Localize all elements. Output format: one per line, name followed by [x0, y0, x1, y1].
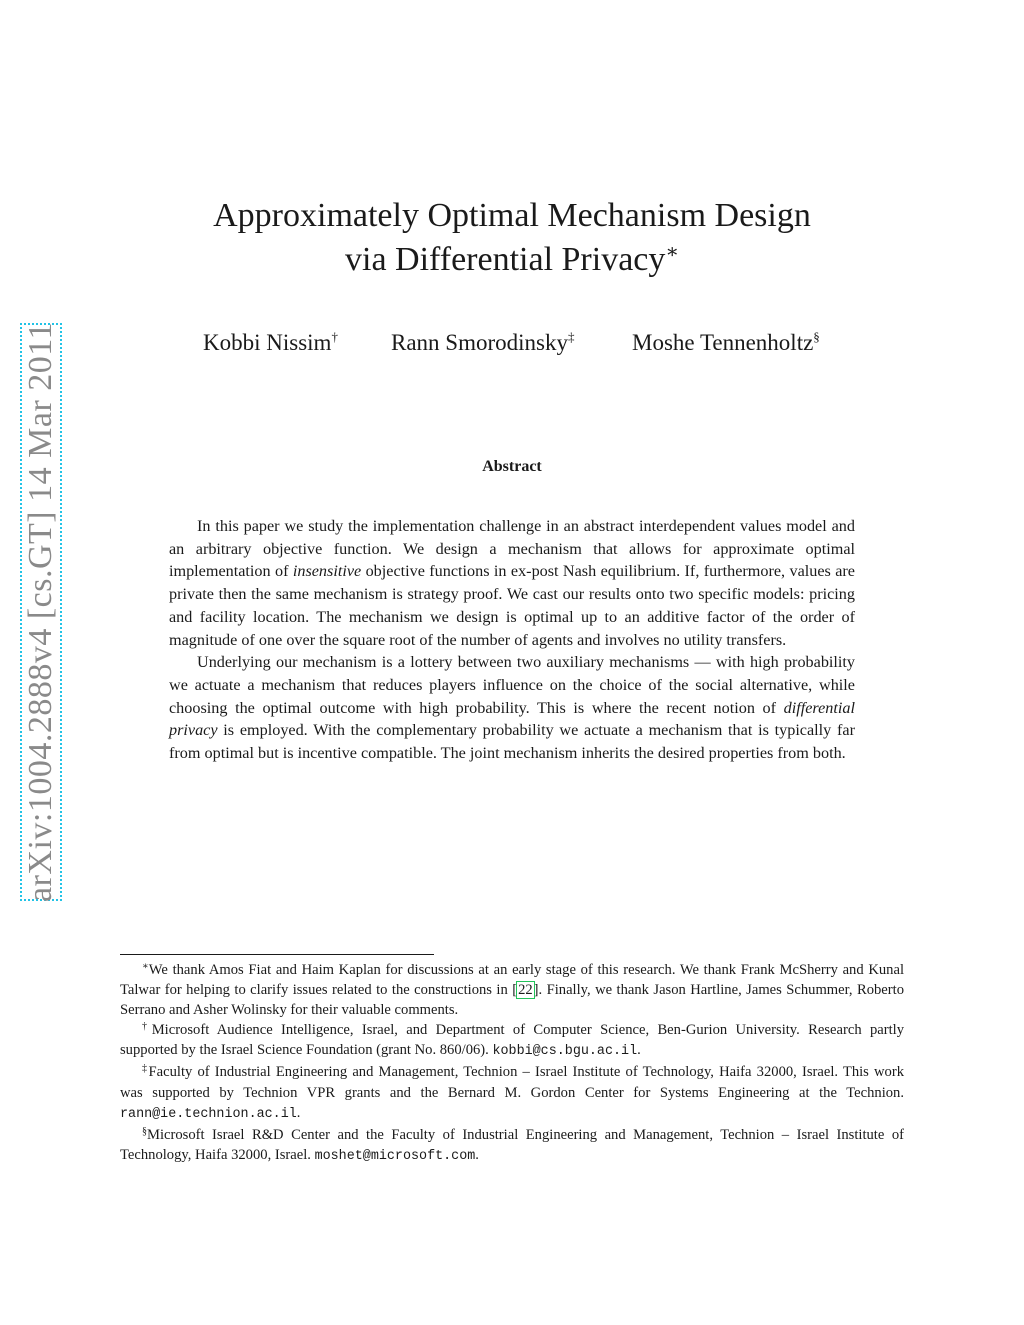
author-3	[632, 330, 820, 356]
title-footnote-mark[interactable]: ∗	[665, 241, 679, 263]
abstract-p2-text-a: Underlying our mechanism is a lottery between two auxiliary mechanisms — with high probability we actuate a mechanism that reduces players influence on the choice of the social alternative, while choosing the optimal outcome with high probability. This is where the recent notion of	[169, 653, 855, 717]
footnote-4: §Microsoft Israel R&D Center and the Faculty of Industrial Engineering and Management, Technion – Israel Institute of Technology, Haifa 32000, Israel. moshet@microsoft.com.	[120, 1125, 904, 1164]
author-3-footnote-mark[interactable]: §	[813, 329, 820, 344]
paper-title	[120, 194, 904, 282]
footnote-3-mark: ‡	[142, 1063, 149, 1075]
author-1-name: Kobbi Nissim	[203, 330, 332, 355]
author-1	[203, 330, 338, 356]
author-2	[391, 330, 574, 356]
footnote-3: ‡Faculty of Industrial Engineering and Management, Technion – Israel Institute of Technology, Haifa 32000, Israel. This work was supported by Technion VPR grants and the Bernard M. Gordon Center for Systems Engineering at the Technion. rann@ie.technion.ac.il.	[120, 1063, 905, 1122]
footnote-1-text-a: We thank Amos Fiat and Haim Kaplan for discussions at an early stage of this research. We thank Frank McSherry and Kunal Talwar for helping to clarify issues related to the constructions in [	[120, 962, 904, 999]
abstract-p2-text-b: is employed. With the complementary probability we actuate a mechanism that is typically far from optimal but is incentive compatible. The joint mechanism inherits the desired properties from both.	[169, 721, 855, 763]
footnote-1-text-b: ]. Finally, we thank Jason Hartline, James Schummer, Roberto Serrano and Asher Wolinsky for their valuable comments.	[120, 982, 905, 1019]
arxiv-stamp-text: arXiv:1004.2888v4 [cs.GT] 14 Mar 2011	[22, 321, 59, 903]
footnote-separator	[120, 954, 434, 955]
title-line-2	[120, 238, 904, 282]
footnote-4-mark: §	[142, 1125, 147, 1137]
abstract-p1-emphasis: insensitive	[292, 562, 362, 581]
footnote-2-mark: †	[142, 1021, 152, 1033]
citation-link-22[interactable]: 22	[518, 982, 533, 999]
abstract-heading: Abstract	[482, 458, 542, 475]
abstract-p2-emphasis: differential privacy	[169, 698, 855, 740]
footnote-1-mark: ∗	[142, 961, 149, 972]
email-tennenholtz[interactable]: moshet@microsoft.com	[314, 1148, 476, 1164]
author-2-footnote-mark[interactable]: ‡	[567, 329, 575, 344]
footnote-2: †Microsoft Audience Intelligence, Israel, and Department of Computer Science, Ben-Gurion University. Research partly supported by the Israel Science Foundation (grant No. 860/06). kobbi@cs.bgu.ac.il.	[120, 1021, 904, 1060]
footnotes	[120, 960, 904, 1167]
footnote-1	[120, 960, 904, 1020]
abstract-paragraph-1	[169, 515, 855, 651]
arxiv-identifier-stamp[interactable]	[20, 323, 62, 901]
footnote-4-text: Microsoft Israel R&D Center and the Faculty of Industrial Engineering and Management, Technion – Israel Institute of Technology, Haifa 32000, Israel.	[120, 1126, 904, 1163]
email-smorodinsky[interactable]: rann@ie.technion.ac.il	[120, 1106, 297, 1122]
email-nissim[interactable]: kobbi@cs.bgu.ac.il	[492, 1044, 638, 1060]
abstract-p1-text-b: objective functions in ex-post Nash equilibrium. If, furthermore, values are private then the same mechanism is strategy proof. We cast our results onto two specific models: pricing and facility location. The mechanism we design is optimal up to an additive factor of the order of magnitude of one over the square root of the number of agents and involves no utility transfers.	[169, 562, 855, 649]
author-1-footnote-mark[interactable]: †	[331, 329, 338, 344]
author-3-name: Moshe Tennenholtz	[632, 330, 814, 355]
footnote-2-text: Microsoft Audience Intelligence, Israel, and Department of Computer Science, Ben-Gurion University. Research partly supported by the Israel Science Foundation (grant No. 860/06).	[120, 1022, 904, 1059]
abstract-paragraph-2	[169, 651, 855, 765]
abstract-p1-text-a: In this paper we study the implementation challenge in an abstract interdependent values model and an arbitrary objective function. We design a mechanism that allows for approximate optimal implementation of	[169, 517, 855, 581]
title-line-1: Approximately Optimal Mechanism Design	[213, 197, 811, 234]
title-line-2-text: via Differential Privacy	[345, 241, 666, 278]
footnote-3-text: Faculty of Industrial Engineering and Management, Technion – Israel Institute of Technology, Haifa 32000, Israel. This work was supported by Technion VPR grants and the Bernard M. Gordon Center for Systems Engineering at the Technion.	[120, 1064, 905, 1101]
abstract-body	[169, 515, 855, 765]
author-2-name: Rann Smorodinsky	[391, 330, 568, 355]
